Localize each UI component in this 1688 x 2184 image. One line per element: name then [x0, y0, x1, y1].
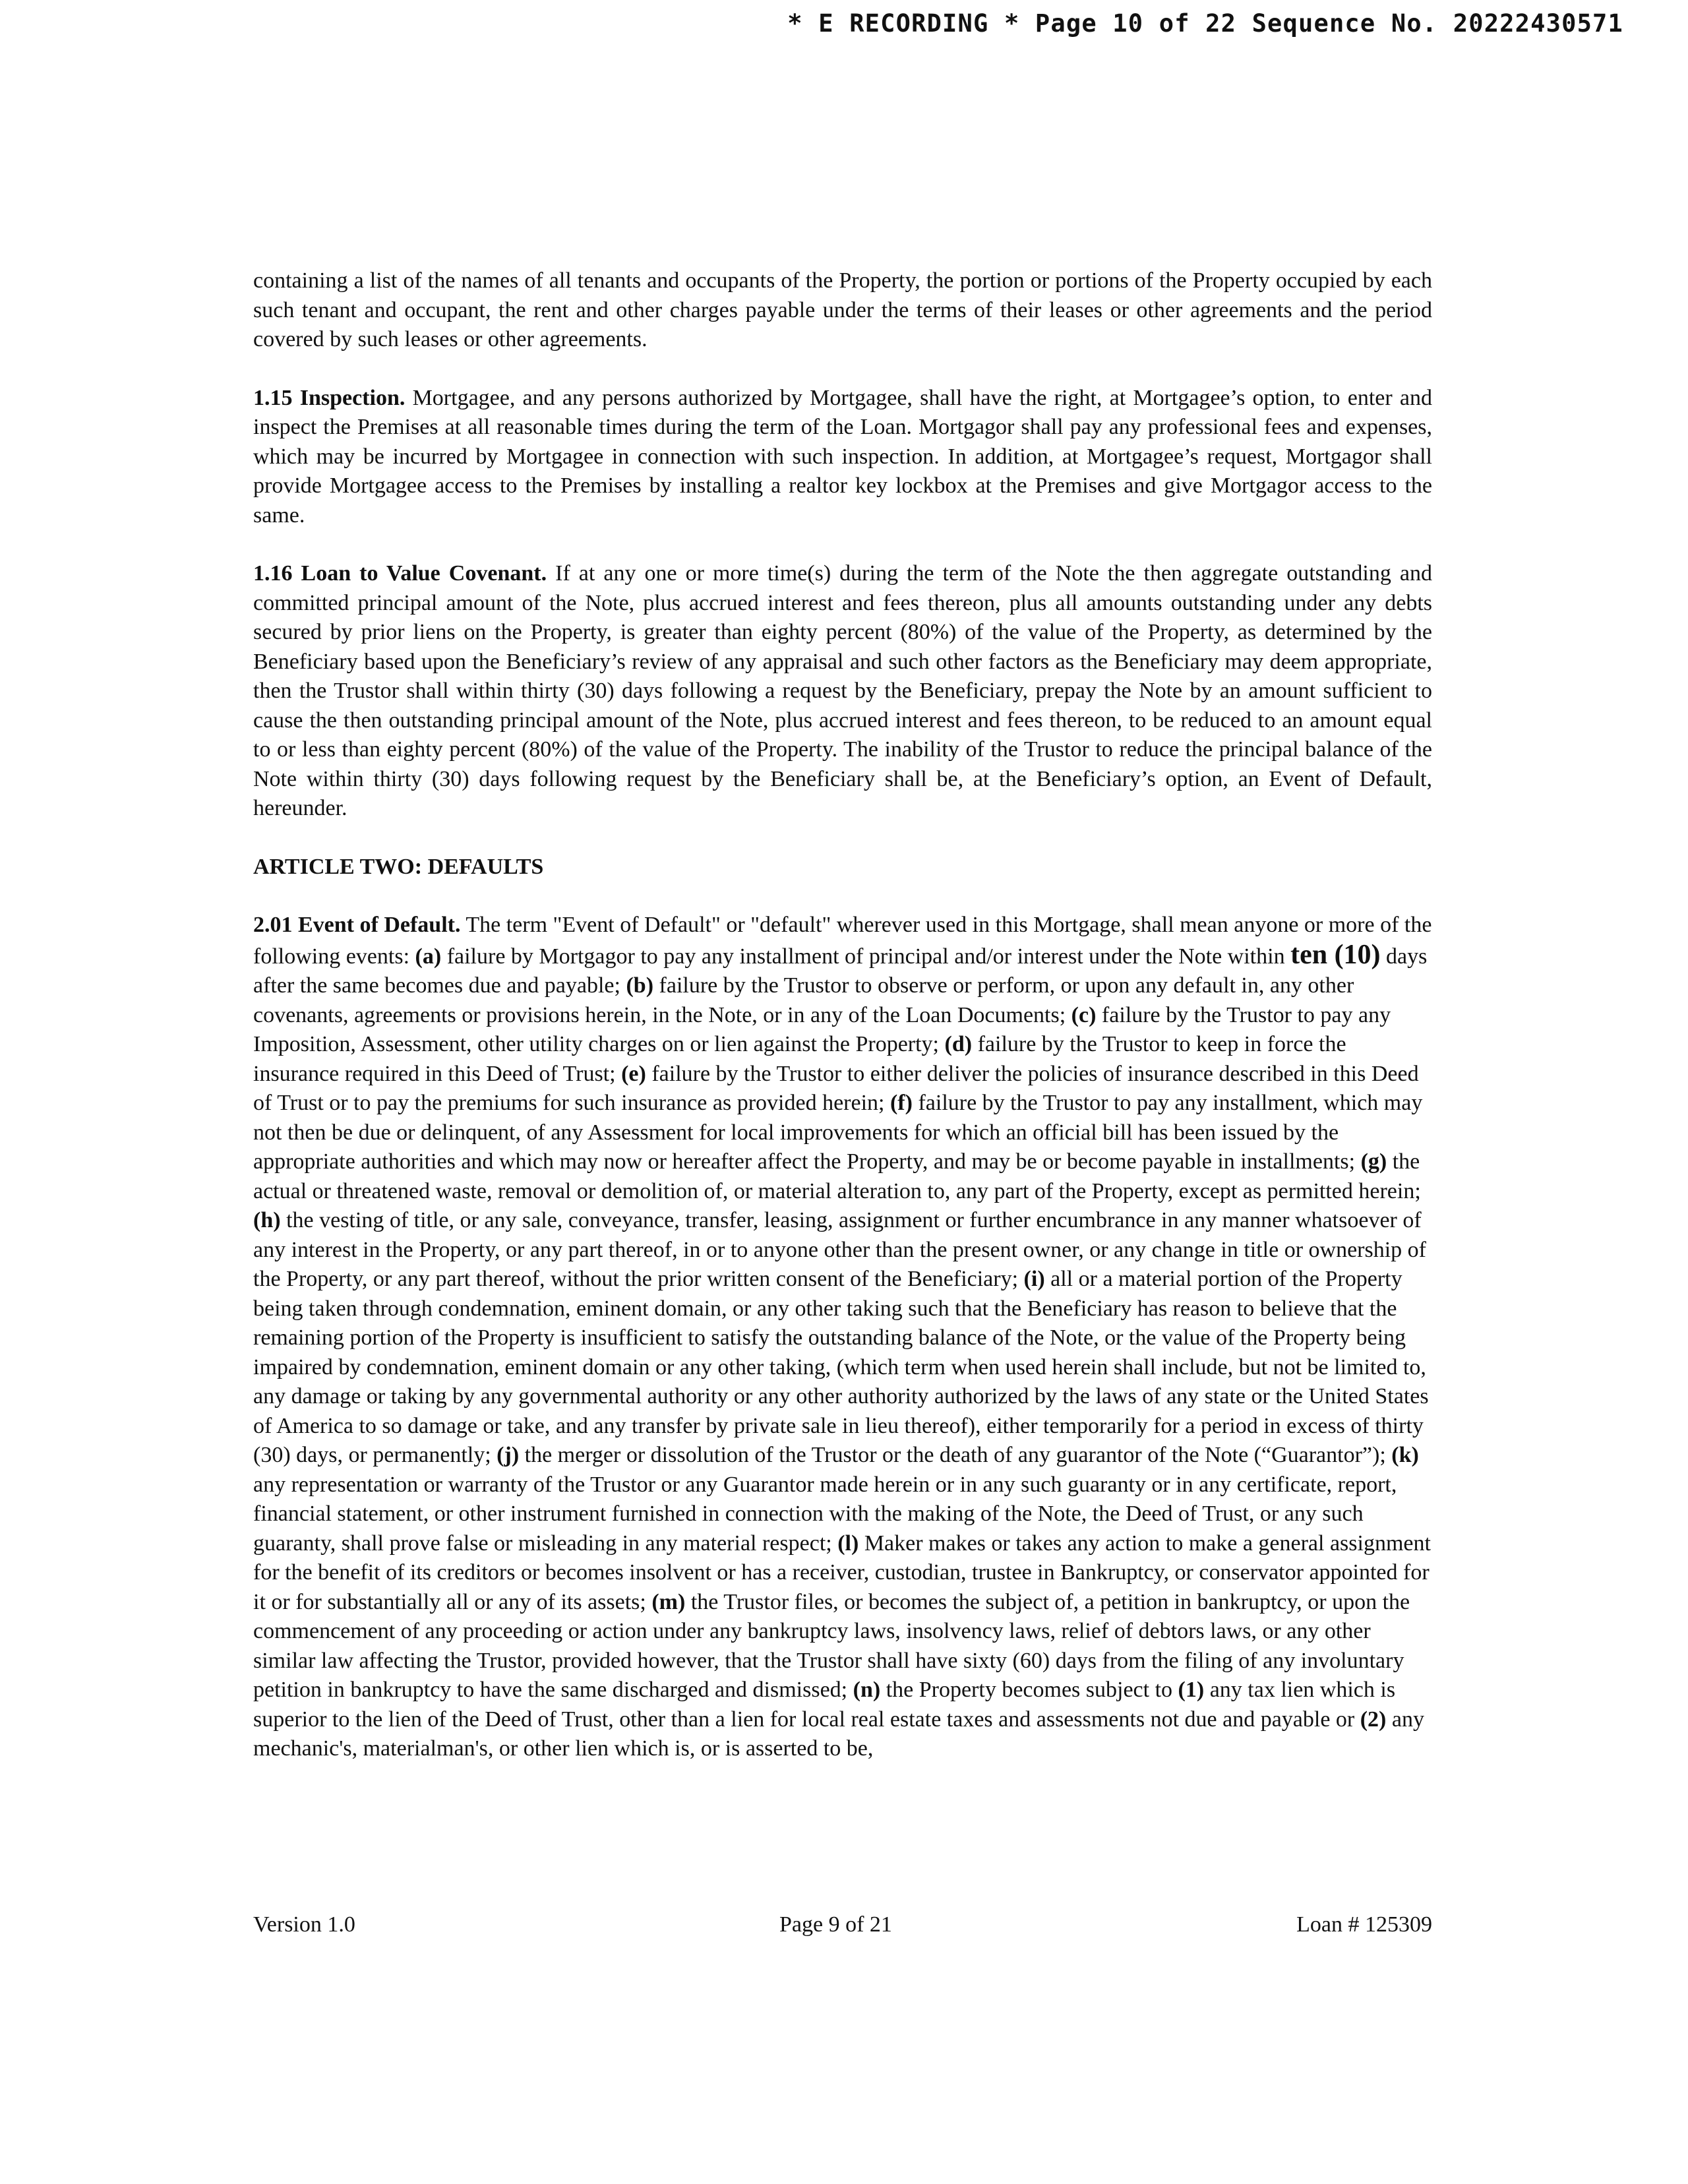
clause-n2-label: (2)	[1360, 1707, 1387, 1732]
section-1-15	[253, 384, 1432, 531]
clause-g-label: (g)	[1360, 1149, 1387, 1174]
clause-e-text: failure by the Trustor to either deliver the policies of insurance described in this Deed of Trust or to pay the premiums for such insurance as provided herein;	[253, 1061, 1419, 1115]
clause-a-term: ten (10)	[1290, 939, 1381, 970]
footer-version: Version 1.0	[253, 1912, 355, 1937]
page-footer	[253, 1912, 1432, 1945]
clause-g-text: the actual or threatened waste, removal or demolition of, or material alteration to, any part of the Property, except as permitted herein;	[253, 1149, 1421, 1203]
section-1-15-text: Mortgagee, and any persons authorized by Mortgagee, shall have the right, at Mortgagee’s option, to enter and inspect the Premises at all reasonable times during the term of the Loan. Mortgagor shall pay any professional fees and expenses, which may be incurred by Mortgagee in connection with such inspection. In addition, at Mortgagee’s request, Mortgagor shall provide Mortgagee access to the Premises by installing a realtor key lockbox at the Premises and give Mortgagor access to the same.	[253, 385, 1433, 528]
clause-e-label: (e)	[621, 1061, 646, 1086]
section-2-01	[253, 911, 1432, 1764]
section-1-16-text: If at any one or more time(s) during the term of the Note the then aggregate outstanding and committed principal amount of the Note, plus accrued interest and fees thereon, plus all amounts outstanding under any debts secured by prior liens on the Property, is greater than eighty percent (80%) of the value of the Property, as determined by the Beneficiary based upon the Beneficiary’s review of any appraisal and such other factors as the Beneficiary may deem appropriate, then the Trustor shall within thirty (30) days following a request by the Beneficiary, prepay the Note by an amount sufficient to cause the then outstanding principal amount of the Note, plus accrued interest and fees thereon, to be reduced to an amount equal to or less than eighty percent (80%) of the value of the Property. The inability of the Trustor to reduce the principal balance of the Note within thirty (30) days following request by the Beneficiary shall be, at the Beneficiary’s option, an Event of Default, hereunder.	[253, 561, 1433, 820]
clause-k-text: any representation or warranty of the Trustor or any Guarantor made herein or in any such guaranty or in any certificate, report, financial statement, or other instrument furnished in connection with the making of the Note, the Deed of Trust, or any such guaranty, shall prove false or misleading in any material respect;	[253, 1472, 1397, 1556]
clause-i-label: (i)	[1023, 1267, 1045, 1291]
clause-d-text: failure by the Trustor to keep in force the insurance required in this Deed of Trust;	[253, 1032, 1346, 1086]
footer-loan-number: Loan # 125309	[1296, 1912, 1432, 1937]
clause-n-label: (n)	[853, 1678, 881, 1702]
clause-l-label: (l)	[837, 1531, 859, 1556]
clause-j-text: the merger or dissolution of the Trustor or the death of any guarantor of the Note (“Guarantor”);	[524, 1443, 1386, 1467]
clause-b-text: failure by the Trustor to observe or perform, or upon any default in, any other covenants, agreements or provisions herein, in the Note, or in any of the Loan Documents;	[253, 973, 1354, 1027]
section-2-01-title: 2.01 Event of Default.	[253, 913, 461, 937]
continuation-paragraph	[253, 266, 1432, 355]
clause-m-text: the Trustor files, or becomes the subject of, a petition in bankruptcy, or upon the commencement of any proceeding or action under any bankruptcy laws, insolvency laws, relief of debtors laws, or any other similar law affecting the Trustor, provided however, that the Trustor shall have sixty (60) days from the filing of any involuntary petition in bankruptcy to have the same discharged and dismissed;	[253, 1589, 1410, 1702]
clause-d-label: (d)	[944, 1032, 973, 1056]
clause-f-label: (f)	[889, 1091, 913, 1115]
clause-n-text-1: the Property becomes subject to	[886, 1678, 1173, 1702]
clause-b-label: (b)	[626, 973, 654, 998]
section-1-15-title: 1.15 Inspection.	[253, 385, 406, 410]
clause-a-text-1: failure by Mortgagor to pay any installment of principal and/or interest under the Note within	[446, 944, 1285, 969]
document-body	[253, 266, 1432, 1793]
clause-n1-label: (1)	[1178, 1678, 1205, 1702]
clause-h-text: the vesting of title, or any sale, conveyance, transfer, leasing, assignment or further encumbrance in any manner whatsoever of any interest in the Property, or any part thereof, in or to anyone other than the present owner, or any change in title or ownership of the Property, or any part thereof, without the prior written consent of the Beneficiary;	[253, 1208, 1426, 1291]
clause-h-label: (h)	[253, 1208, 281, 1232]
clause-j-label: (j)	[497, 1443, 520, 1467]
clause-i-text: all or a material portion of the Property being taken through condemnation, eminent domain, or any other taking such that the Beneficiary has reason to believe that the remaining portion of the Property is insufficient to satisfy the outstanding balance of the Note, or the value of the Property being impaired by condemnation, eminent domain or any other taking, (which term when used herein shall include, but not be limited to, any damage or taking by any governmental authority or any other authority authorized by the laws of any state or the United States of America to so damage or take, and any transfer by private sale in lieu thereof), either temporarily for a period in excess of thirty (30) days, or permanently;	[253, 1267, 1429, 1467]
clause-c-label: (c)	[1071, 1002, 1097, 1027]
continuation-text: containing a list of the names of all tenants and occupants of the Property, the portion or portions of the Property occupied by each such tenant and occupant, the rent and other charges payable under the terms of their leases or other agreements and the period covered by such leases or other agreements.	[253, 268, 1432, 351]
clause-l-text: Maker makes or takes any action to make a general assignment for the benefit of its creditors or becomes insolvent or has a receiver, custodian, trustee in Bankruptcy, or conservator appointed for it or for substantially all or any of its assets;	[253, 1531, 1431, 1614]
footer-page-number: Page 9 of 21	[779, 1912, 892, 1937]
clause-m-label: (m)	[651, 1589, 686, 1614]
clause-a-text-2: days after the same becomes due and payable;	[253, 944, 1428, 998]
clause-n-text-2: any tax lien which is superior to the lien of the Deed of Trust, other than a lien for local real estate taxes and assessments not due and payable or	[253, 1678, 1396, 1732]
clause-a-label: (a)	[415, 944, 442, 969]
clause-n-text-3: any mechanic's, materialman's, or other lien which is, or is asserted to be,	[253, 1707, 1424, 1761]
clause-k-label: (k)	[1391, 1443, 1419, 1467]
clause-f-text: failure by the Trustor to pay any installment, which may not then be due or delinquent, of any Assessment for local improvements for which an official bill has been issued by the appropriate authorities and which may now or hereafter affect the Property, and may be or become payable in installments;	[253, 1091, 1423, 1174]
recording-stamp: * E RECORDING * Page 10 of 22 Sequence No. 20222430571	[787, 9, 1623, 38]
clause-c-text: failure by the Trustor to pay any Imposition, Assessment, other utility charges on or lien against the Property;	[253, 1002, 1391, 1056]
article-two-heading: ARTICLE TWO: DEFAULTS	[253, 854, 544, 879]
section-2-01-intro: The term "Event of Default" or "default" wherever used in this Mortgage, shall mean anyone or more of the following events:	[253, 913, 1432, 969]
section-1-16-title: 1.16 Loan to Value Covenant.	[253, 561, 547, 586]
section-1-16	[253, 559, 1432, 824]
